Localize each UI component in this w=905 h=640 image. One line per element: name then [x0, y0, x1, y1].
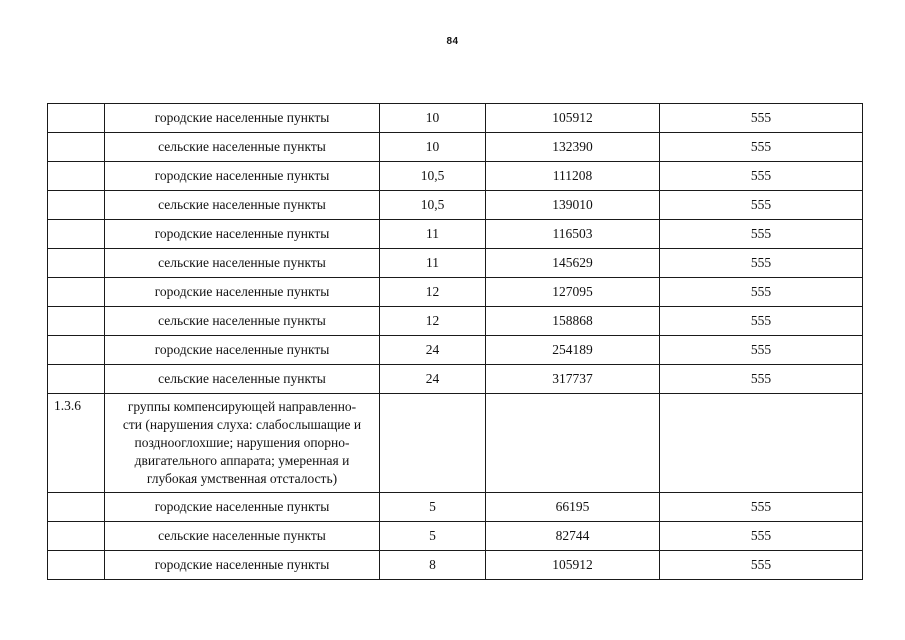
row-value1-cell: 5: [380, 493, 486, 522]
row-value3-cell: 555: [660, 220, 863, 249]
row-value1-cell: 8: [380, 551, 486, 580]
table-row: [48, 278, 863, 307]
row-value2-cell: 139010: [486, 191, 660, 220]
row-code-cell: [48, 162, 105, 191]
row-value1-cell: 12: [380, 307, 486, 336]
row-value2-cell: 317737: [486, 365, 660, 394]
row-value1-cell: 10: [380, 104, 486, 133]
row-code-cell: [48, 278, 105, 307]
table-row: [48, 162, 863, 191]
row-value2-cell: 105912: [486, 104, 660, 133]
row-name-cell: городские населенные пункты: [105, 162, 380, 191]
table-row: [48, 249, 863, 278]
row-value2-cell: 132390: [486, 133, 660, 162]
row-name-cell: сельские населенные пункты: [105, 249, 380, 278]
row-value3-cell: 555: [660, 307, 863, 336]
table-row: [48, 522, 863, 551]
row-value2-cell: 158868: [486, 307, 660, 336]
row-code-cell: [48, 307, 105, 336]
row-value1-cell: 12: [380, 278, 486, 307]
row-code-cell: [48, 220, 105, 249]
row-code-cell: 1.3.6: [48, 394, 105, 493]
row-code-cell: [48, 249, 105, 278]
row-value2-cell: 145629: [486, 249, 660, 278]
row-value2-cell: 111208: [486, 162, 660, 191]
row-name-cell: сельские населенные пункты: [105, 307, 380, 336]
row-code-cell: [48, 551, 105, 580]
row-value2-cell: 66195: [486, 493, 660, 522]
row-name-cell: городские населенные пункты: [105, 336, 380, 365]
row-value2-cell: 105912: [486, 551, 660, 580]
row-value3-cell: 555: [660, 133, 863, 162]
row-value2-cell: 254189: [486, 336, 660, 365]
row-code-cell: [48, 522, 105, 551]
table-row: [48, 307, 863, 336]
table-row: [48, 551, 863, 580]
row-value1-cell: 10,5: [380, 162, 486, 191]
table-row: [48, 493, 863, 522]
row-code-cell: [48, 191, 105, 220]
row-value3-cell: 555: [660, 249, 863, 278]
table-row: [48, 220, 863, 249]
table-row: [48, 365, 863, 394]
tariff-table: [47, 103, 863, 580]
row-value2-cell: 82744: [486, 522, 660, 551]
row-name-cell: сельские населенные пункты: [105, 522, 380, 551]
row-value3-cell: 555: [660, 278, 863, 307]
row-name-cell: городские населенные пункты: [105, 104, 380, 133]
row-name-cell: городские населенные пункты: [105, 278, 380, 307]
row-value1-cell: 24: [380, 336, 486, 365]
row-value1-cell: 11: [380, 249, 486, 278]
row-value1-cell: [380, 394, 486, 493]
row-value1-cell: 11: [380, 220, 486, 249]
row-value3-cell: 555: [660, 365, 863, 394]
table-row: [48, 191, 863, 220]
row-value3-cell: 555: [660, 162, 863, 191]
row-name-cell: группы компенсирующей направленно- сти (нарушения слуха: слабослышащие и позднооглохшие; нарушения опорно- двигательного аппарата; умеренная и глубокая умственная отсталость): [105, 394, 380, 493]
row-code-cell: [48, 493, 105, 522]
row-name-cell: городские населенные пункты: [105, 551, 380, 580]
section-row: [48, 394, 863, 493]
row-value2-cell: 127095: [486, 278, 660, 307]
row-name-cell: городские населенные пункты: [105, 493, 380, 522]
row-value1-cell: 10,5: [380, 191, 486, 220]
row-code-cell: [48, 133, 105, 162]
row-name-cell: городские населенные пункты: [105, 220, 380, 249]
row-code-cell: [48, 336, 105, 365]
row-value3-cell: 555: [660, 336, 863, 365]
row-value3-cell: 555: [660, 191, 863, 220]
table-row: [48, 133, 863, 162]
row-value3-cell: [660, 394, 863, 493]
row-name-cell: сельские населенные пункты: [105, 191, 380, 220]
row-name-cell: сельские населенные пункты: [105, 133, 380, 162]
row-value3-cell: 555: [660, 493, 863, 522]
row-code-cell: [48, 365, 105, 394]
row-value2-cell: [486, 394, 660, 493]
table-row: [48, 104, 863, 133]
table-row: [48, 336, 863, 365]
row-value3-cell: 555: [660, 104, 863, 133]
page-number: 84: [446, 36, 459, 47]
row-code-cell: [48, 104, 105, 133]
row-value1-cell: 10: [380, 133, 486, 162]
row-name-cell: сельские населенные пункты: [105, 365, 380, 394]
row-value3-cell: 555: [660, 551, 863, 580]
row-value1-cell: 5: [380, 522, 486, 551]
row-value2-cell: 116503: [486, 220, 660, 249]
row-value1-cell: 24: [380, 365, 486, 394]
table-body: [48, 104, 863, 580]
row-value3-cell: 555: [660, 522, 863, 551]
